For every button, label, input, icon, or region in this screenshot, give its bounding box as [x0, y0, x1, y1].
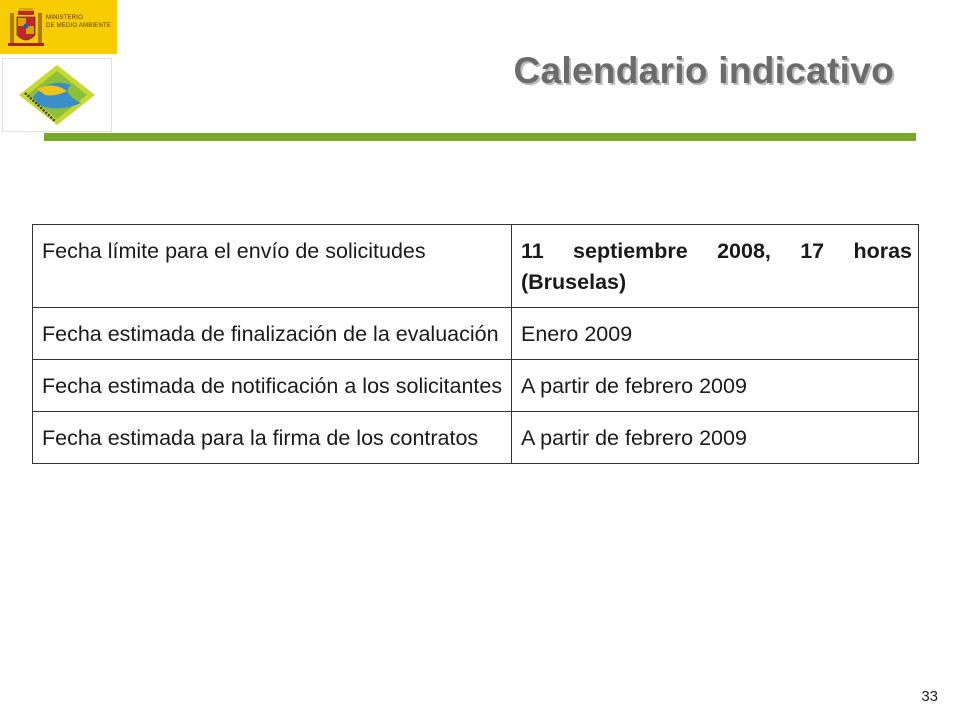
ministry-logo	[0, 0, 117, 54]
ministry-name-line1: MINISTERIO	[46, 15, 84, 21]
table-row	[33, 225, 919, 308]
network-emblem-icon	[15, 63, 99, 127]
network-logo	[2, 58, 112, 132]
row-label: Fecha estimada de finalización de la evaluación	[33, 308, 512, 360]
ministry-name-line2: DE MEDIO AMBIENTE	[46, 23, 112, 29]
row-label: Fecha límite para el envío de solicitudes	[33, 225, 512, 308]
ministry-name	[46, 14, 111, 30]
page-number: 33	[921, 688, 938, 705]
row-value: 11 septiembre 2008, 17 horas (Bruselas)	[512, 225, 919, 308]
page-title: Calendario indicativo	[513, 50, 894, 91]
table-row	[33, 360, 919, 412]
title-divider	[44, 133, 916, 141]
row-value: A partir de febrero 2009	[512, 360, 919, 412]
row-value: Enero 2009	[512, 308, 919, 360]
row-label: Fecha estimada para la firma de los contratos	[33, 412, 512, 464]
schedule-table	[32, 224, 919, 464]
table-row	[33, 308, 919, 360]
coat-of-arms-icon	[8, 5, 44, 49]
table-row	[33, 412, 919, 464]
row-label: Fecha estimada de notificación a los solicitantes	[33, 360, 512, 412]
row-value: A partir de febrero 2009	[512, 412, 919, 464]
